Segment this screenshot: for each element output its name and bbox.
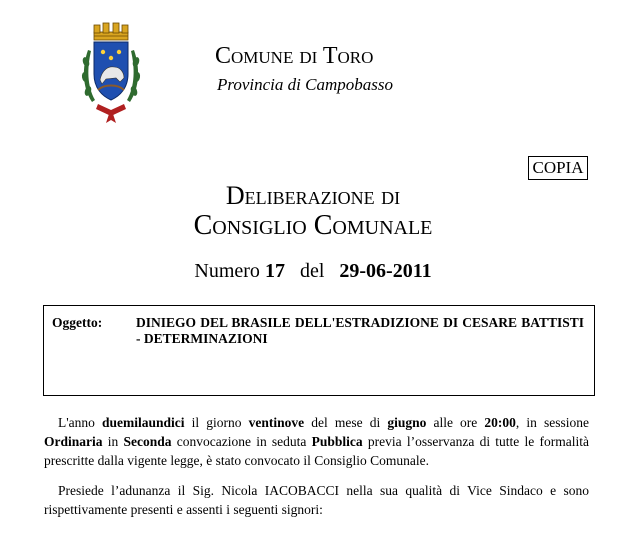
document-title-line1: Deliberazione di: [225, 181, 401, 210]
document-title-line2: Consiglio Comunale: [193, 210, 433, 241]
day-value: ventinove: [248, 415, 305, 430]
text-run: del mese di: [304, 415, 388, 430]
oggetto-label: Oggetto:: [52, 315, 103, 330]
month-value: giugno: [387, 415, 427, 430]
oggetto-text: DINIEGO DEL BRASILE DELL'ESTRADIZIONE DI CESARE BATTISTI - DETERMINAZIONI: [136, 315, 584, 346]
comune-prefix: Comune di: [215, 43, 323, 69]
text-run: previa l’osservanza di tutte le formalità prescritte dalla vigente legge, è stato convocato il Consiglio Comunale.: [44, 434, 589, 468]
del-label: del: [299, 260, 325, 282]
text-run: , in sessione: [515, 415, 589, 430]
numero-label: Numero: [194, 260, 260, 282]
text-run: in: [102, 434, 124, 449]
presidency-paragraph: [44, 481, 589, 519]
comune-name: Toro: [322, 43, 374, 69]
time-value: 20:00: [484, 415, 516, 430]
shield-icon: [94, 42, 128, 100]
delibera-number-line: [0, 260, 626, 283]
provincia-subtitle: Provincia di Campobasso: [217, 75, 393, 94]
year-value: duemilaundici: [102, 415, 185, 430]
session-type: Ordinaria: [44, 434, 103, 449]
text-run: L'anno: [58, 415, 103, 430]
delibera-date: 29-06-2011: [339, 260, 432, 282]
numero-value: 17: [264, 260, 285, 282]
convocation-number: Seconda: [123, 434, 172, 449]
crown-icon: [94, 23, 128, 40]
text-run: convocazione in seduta: [171, 434, 312, 449]
copia-badge: COPIA: [528, 156, 588, 180]
convocation-paragraph: [44, 413, 589, 470]
coat-of-arms-logo: [80, 22, 142, 124]
comune-title: [215, 42, 373, 70]
oggetto-box: [43, 305, 595, 396]
presidency-text: Presiede l’adunanza il Sig. Nicola IACOBACCI nella sua qualità di Vice Sindaco e sono rispettivamente presenti e assenti i seguenti signori:: [44, 483, 589, 517]
text-run: alle ore: [426, 415, 485, 430]
ribbon-icon: [96, 104, 126, 123]
seduta-type: Pubblica: [311, 434, 363, 449]
text-run: il giorno: [184, 415, 249, 430]
